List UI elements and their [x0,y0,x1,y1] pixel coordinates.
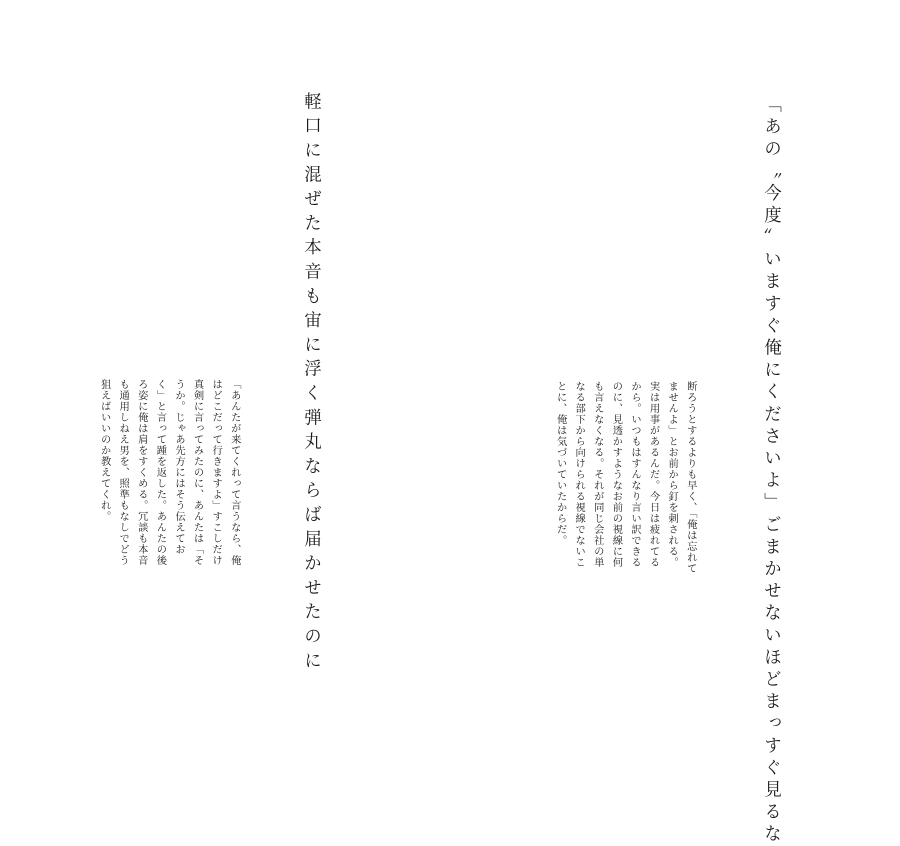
left-page-verse: 軽口に混ぜた本音も宙に浮く弾丸ならば届かせたのに [301,92,322,676]
right-page-prose: 断ろうとするよりも早く、「俺は忘れて ませんよ」とお前から釘を刺される。 実は用事があるんだ。今日は疲れてる から。いつもはすんなり言い訳できる のに、見透かすようなお前の視線に何 も言えなくなる。それが同じ会社の単 なる部下から向けられる視線でないこ とに、俺は気づいていたからだ。 [554,381,697,574]
left-page-prose: 「あんたが来てくれって言うなら、俺 はどこだって行きますよ」すこしだけ 真剣に言ってみたのに、あんたは「そ うか。じゃあ先方にはそう伝えてお く」と言って踵を返した。あんたの後 ろ姿に俺は肩をすくめる。冗談も本音 も通用しねえ男を、照準もなしでどう 狙えばいいのか教えてくれ。 [98,379,241,566]
right-page-verse: 「あの〝今度〟いますぐ俺にくださいよ」ごまかせないほどまっすぐ見るな [761,95,782,846]
